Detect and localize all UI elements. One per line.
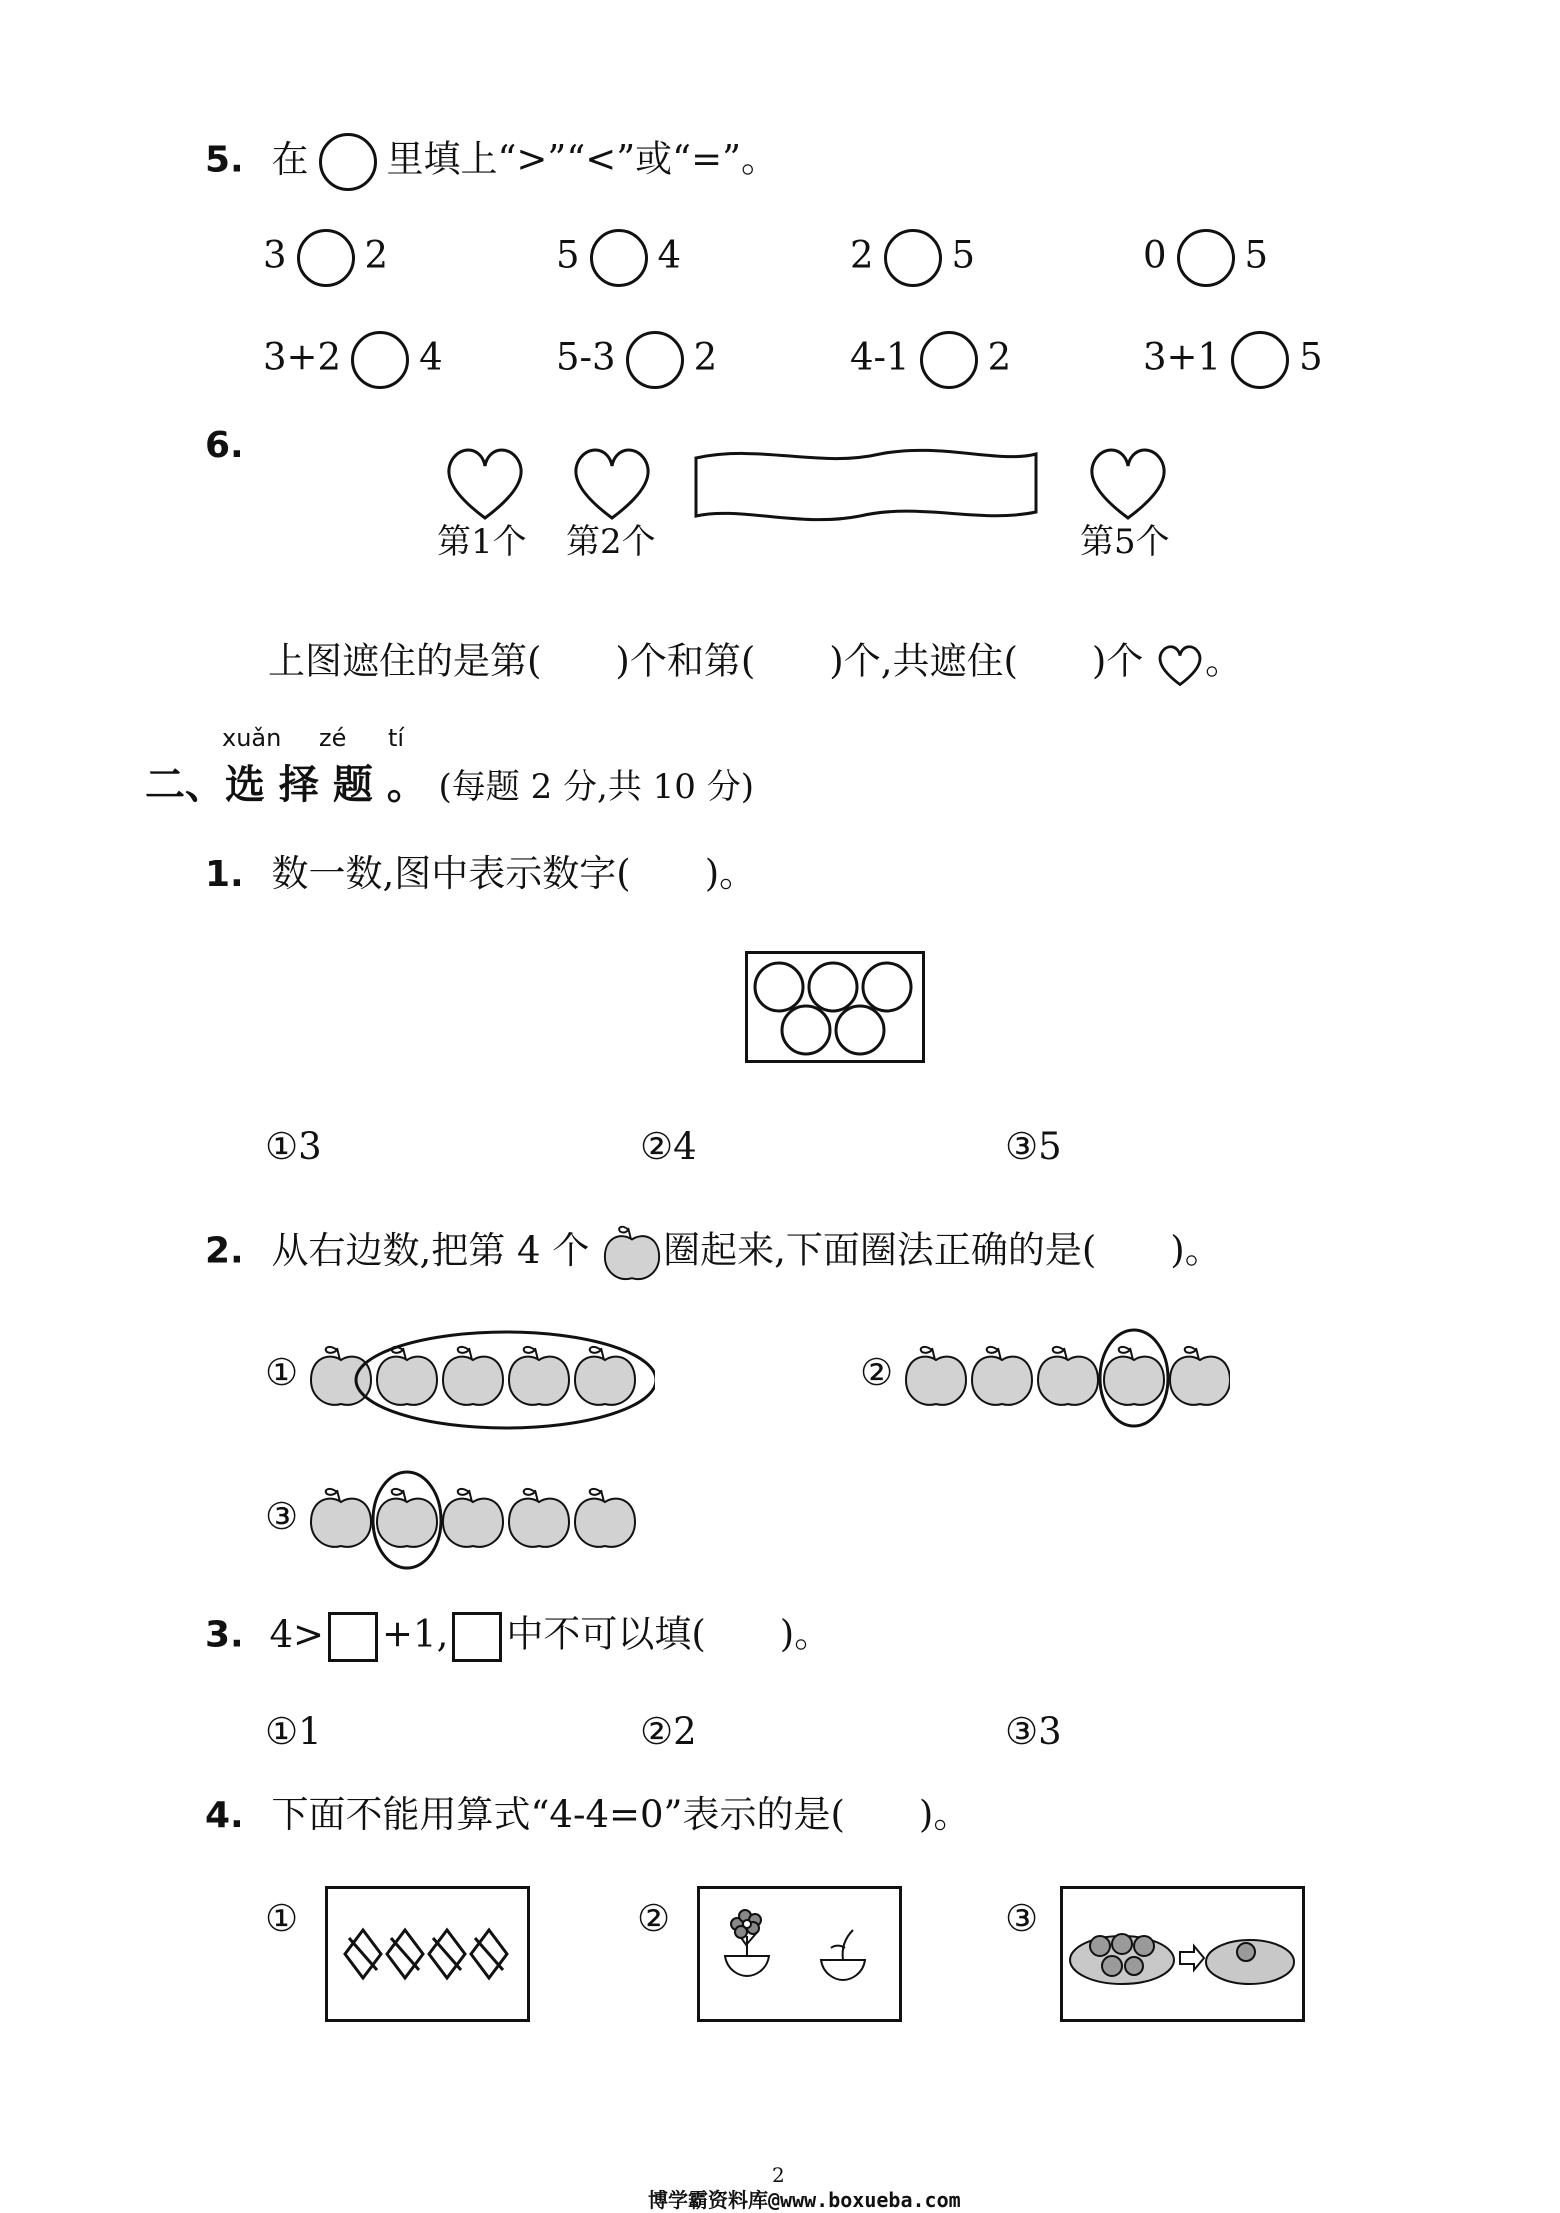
compare-item <box>850 331 1011 389</box>
figure-frame <box>699 1888 901 2021</box>
answer-circle[interactable] <box>319 133 377 191</box>
apple-icon <box>972 1347 1032 1405</box>
left-number: 2 <box>850 233 874 277</box>
answer-circle[interactable] <box>1231 331 1289 389</box>
compare-item <box>263 331 443 389</box>
question-text: 圈起来,下面圈法正确的是( )。 <box>663 1228 1222 1272</box>
arrow-right-icon <box>1180 1946 1204 1970</box>
right-number: 5 <box>1244 233 1269 277</box>
compare-item <box>1143 229 1268 287</box>
right-number: 2 <box>693 335 718 379</box>
left-expression: 4-1 <box>850 335 910 379</box>
option[interactable]: ②4 <box>640 1125 697 1168</box>
answer-circle[interactable] <box>1177 229 1235 287</box>
answer-circle[interactable] <box>884 229 942 287</box>
question-text: 中不可以填( )。 <box>506 1612 832 1656</box>
c2-question <box>205 1222 1222 1284</box>
answer-circle[interactable] <box>626 331 684 389</box>
pinyin-syllable: zé <box>318 724 347 752</box>
question-number: 5. <box>205 139 244 181</box>
section-heading <box>145 762 755 808</box>
option-mark[interactable]: ② <box>860 1351 894 1394</box>
option[interactable]: ③5 <box>1005 1125 1062 1168</box>
position-label: 第2个 <box>566 522 656 562</box>
section-title: 二、选 择 题 。 <box>145 762 427 808</box>
sentence-text: 上图遮住的是第( )个和第( )个,共遮住( )个 <box>268 639 1144 683</box>
circles-box-figure <box>745 951 925 1063</box>
question-number: 1. <box>205 854 244 895</box>
answer-circle[interactable] <box>297 229 355 287</box>
footer-site: 博学霸资料库@www.boxueba.com <box>648 2188 961 2212</box>
heart-icon <box>576 450 648 518</box>
apple-icon <box>906 1347 966 1405</box>
circle-icon <box>836 1006 884 1054</box>
apples-option-2[interactable] <box>900 1320 1230 1430</box>
apples-option-3[interactable] <box>305 1462 645 1572</box>
q5-instruction <box>205 133 778 191</box>
apple-icon <box>443 1489 503 1547</box>
left-expression: 3+1 <box>1143 335 1222 379</box>
circle-icon <box>782 1006 830 1054</box>
left-number: 0 <box>1143 233 1167 277</box>
position-label: 第1个 <box>437 522 527 562</box>
question-number: 6. <box>205 425 244 466</box>
apple-icon <box>1038 1347 1098 1405</box>
compare-item <box>556 229 681 287</box>
question-number: 3. <box>205 1614 244 1656</box>
c1-question <box>205 852 757 895</box>
cover-banner-icon <box>696 450 1036 519</box>
pinyin-syllable: xuǎn <box>222 724 282 752</box>
lily-pad-icon <box>1206 1940 1294 1984</box>
apple-icon <box>311 1347 371 1405</box>
option[interactable]: ①3 <box>265 1125 322 1168</box>
option[interactable]: ①1 <box>265 1710 322 1753</box>
instruction-text: 里填上“>”“<”或“=”。 <box>386 137 778 181</box>
compare-item <box>850 229 975 287</box>
q6-sentence <box>268 638 1242 690</box>
answer-circle[interactable] <box>920 331 978 389</box>
apple-icon <box>1170 1347 1230 1405</box>
right-number: 5 <box>1299 335 1323 379</box>
question-text: 从右边数,把第 4 个 <box>271 1228 590 1272</box>
frogs-figure[interactable] <box>1060 1886 1305 2022</box>
circle-icon <box>809 963 857 1011</box>
option-mark[interactable]: ② <box>637 1897 671 1940</box>
answer-box[interactable] <box>452 1612 502 1662</box>
right-number: 2 <box>987 335 1012 379</box>
crossed-diamond-icon <box>345 1930 381 1978</box>
question-text: 数一数,图中表示数字( )。 <box>271 852 757 895</box>
left-expression: 3+2 <box>263 335 342 379</box>
section-score: (每题 2 分,共 10 分) <box>438 767 755 807</box>
apple-icon <box>575 1347 635 1405</box>
option-mark[interactable]: ① <box>265 1897 299 1940</box>
option[interactable]: ②2 <box>640 1710 697 1753</box>
question-text: 4> <box>269 1612 325 1656</box>
position-label: 第5个 <box>1080 522 1170 562</box>
right-number: 4 <box>657 233 682 277</box>
left-number: 3 <box>263 233 287 277</box>
answer-box[interactable] <box>328 1612 378 1662</box>
heart-icon <box>1155 638 1205 690</box>
circle-icon <box>755 963 803 1011</box>
option[interactable]: ③3 <box>1005 1710 1062 1753</box>
compare-item <box>1143 331 1323 389</box>
pinyin-syllable: tí <box>388 724 405 752</box>
apple-icon <box>377 1347 437 1405</box>
question-text: 下面不能用算式“4-4=0”表示的是( )。 <box>271 1793 971 1836</box>
apple-icon <box>311 1489 371 1547</box>
answer-circle[interactable] <box>351 331 409 389</box>
compare-item <box>263 229 388 287</box>
answer-circle[interactable] <box>590 229 648 287</box>
question-number: 4. <box>205 1795 244 1836</box>
apple-icon <box>509 1489 569 1547</box>
c4-question <box>205 1793 971 1836</box>
flower-pot-icon <box>725 1910 769 1976</box>
empty-pot-icon <box>821 1930 865 1980</box>
lily-pad-frogs-icon <box>1070 1934 1174 1984</box>
option-mark[interactable]: ① <box>265 1351 299 1394</box>
apples-option-1[interactable] <box>305 1320 655 1430</box>
question-text: +1, <box>382 1612 449 1656</box>
diamonds-figure[interactable] <box>325 1886 530 2022</box>
question-number: 2. <box>205 1230 244 1272</box>
apple-icon <box>509 1347 569 1405</box>
c3-question <box>205 1612 831 1662</box>
right-number: 2 <box>364 233 389 277</box>
left-number: 5 <box>556 233 580 277</box>
option-mark[interactable]: ③ <box>265 1495 299 1538</box>
apple-icon <box>601 1222 663 1284</box>
crossed-diamond-icon <box>429 1930 465 1978</box>
right-number: 4 <box>419 335 443 379</box>
section-pinyin <box>222 724 404 752</box>
option-mark[interactable]: ③ <box>1005 1897 1039 1940</box>
heart-icon <box>1092 450 1164 518</box>
crossed-diamond-icon <box>471 1930 507 1978</box>
figure-frame <box>747 953 924 1062</box>
crossed-diamond-icon <box>387 1930 423 1978</box>
compare-item <box>556 331 717 389</box>
q6-figure <box>440 440 1180 540</box>
circle-icon <box>863 963 911 1011</box>
apple-icon <box>575 1489 635 1547</box>
apple-icon <box>443 1347 503 1405</box>
heart-icon <box>449 450 521 518</box>
page-number: 2 <box>772 2163 785 2187</box>
left-expression: 5-3 <box>556 335 616 379</box>
apple-icon <box>377 1489 437 1547</box>
flowerpots-figure[interactable] <box>697 1886 902 2022</box>
apple-icon <box>1104 1347 1164 1405</box>
right-number: 5 <box>951 233 976 277</box>
instruction-text: 在 <box>271 137 309 181</box>
sentence-end: 。 <box>1205 639 1243 683</box>
